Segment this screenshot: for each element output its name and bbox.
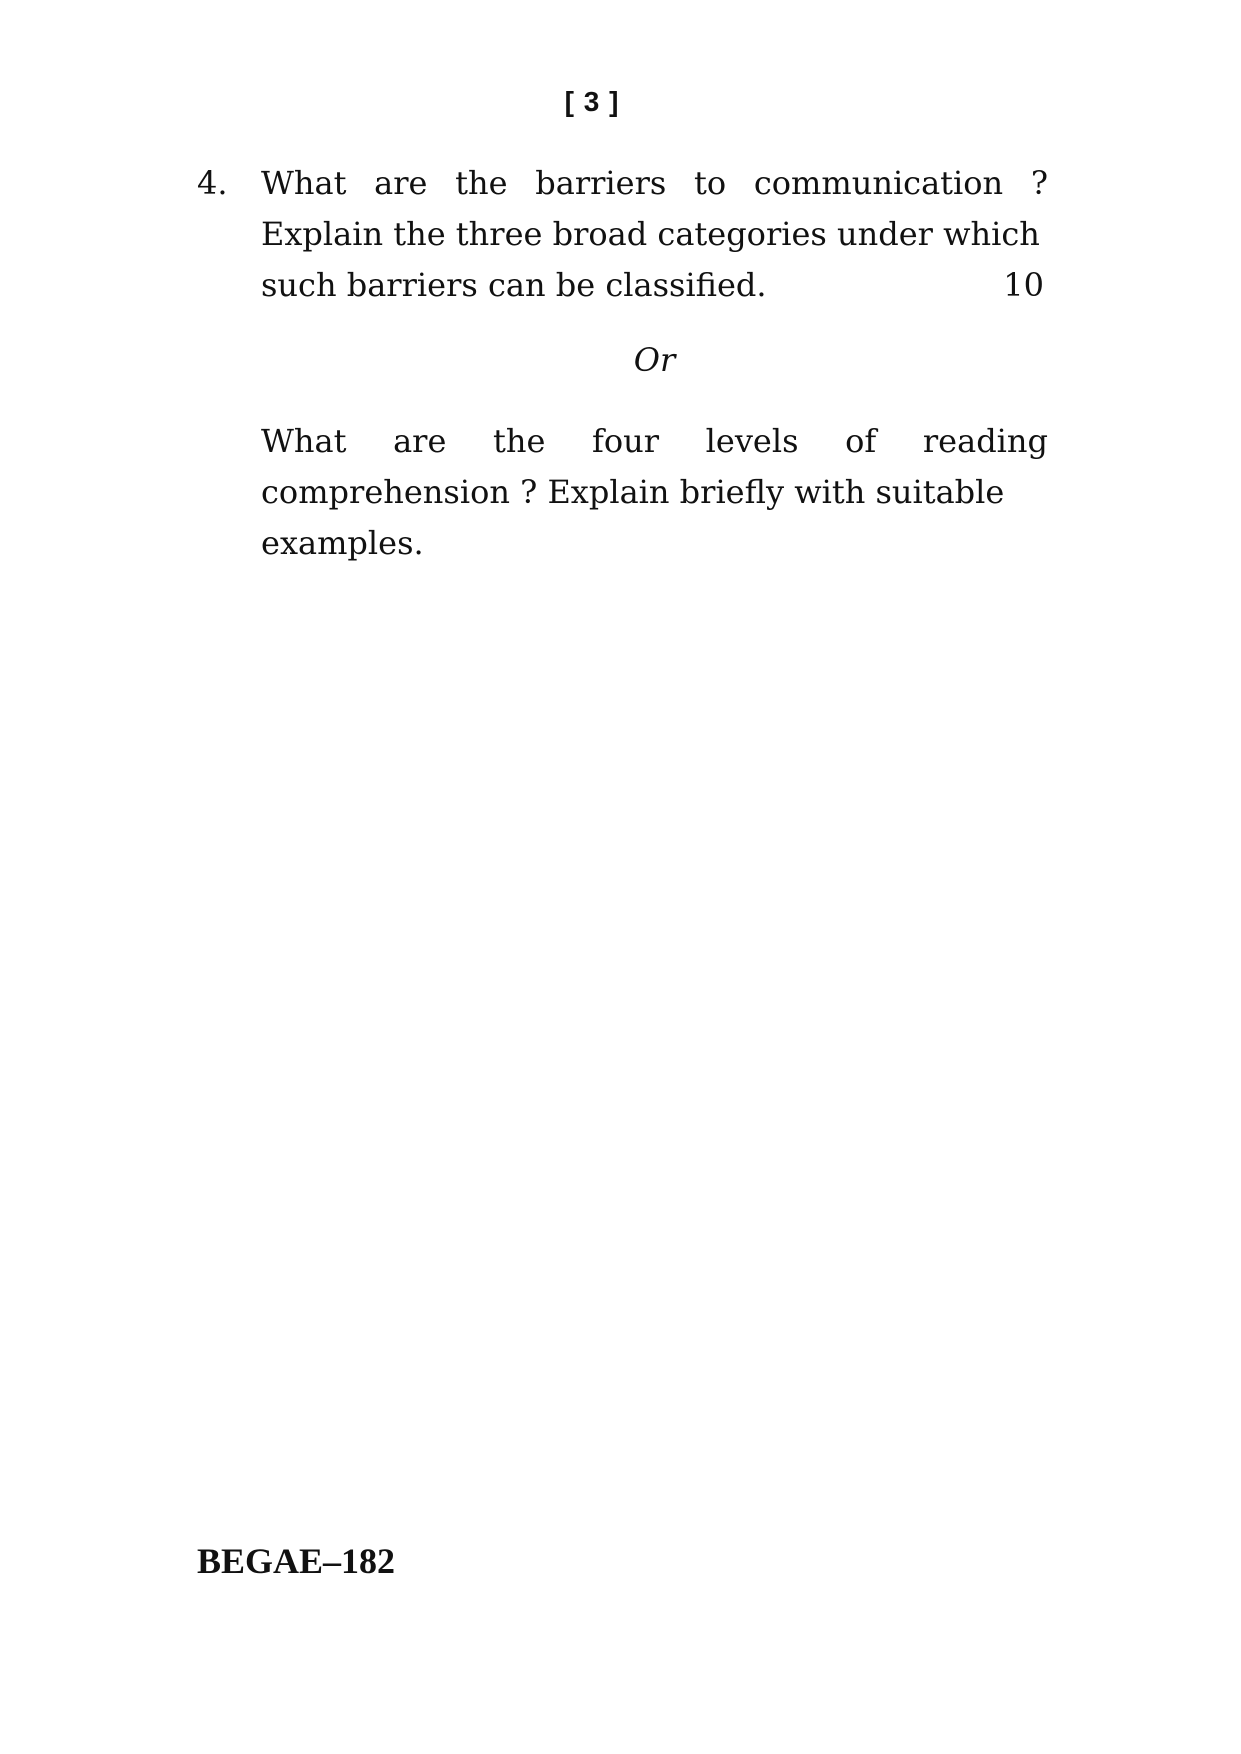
question-last-line-part-a [261,260,1048,311]
course-code: BEGAE–182 [197,1541,396,1581]
page-number: [ 3 ] [564,86,620,117]
question-text-part-a-end: such barriers can be classified. [261,266,767,304]
question-text-part-b-end: examples. [261,524,424,562]
question-last-line-part-b [261,518,1048,569]
question-marks: 10 [1003,266,1044,304]
question-text-part-a: What are the barriers to communication ? Explain the three broad categories under which [261,164,1048,253]
question-body [261,158,1048,569]
question-4 [197,158,1048,569]
question-number: 4. [197,164,228,202]
or-separator: Or [633,341,676,379]
question-text-part-b: What are the four levels of reading comprehension ? Explain briefly with suitable [261,422,1048,511]
